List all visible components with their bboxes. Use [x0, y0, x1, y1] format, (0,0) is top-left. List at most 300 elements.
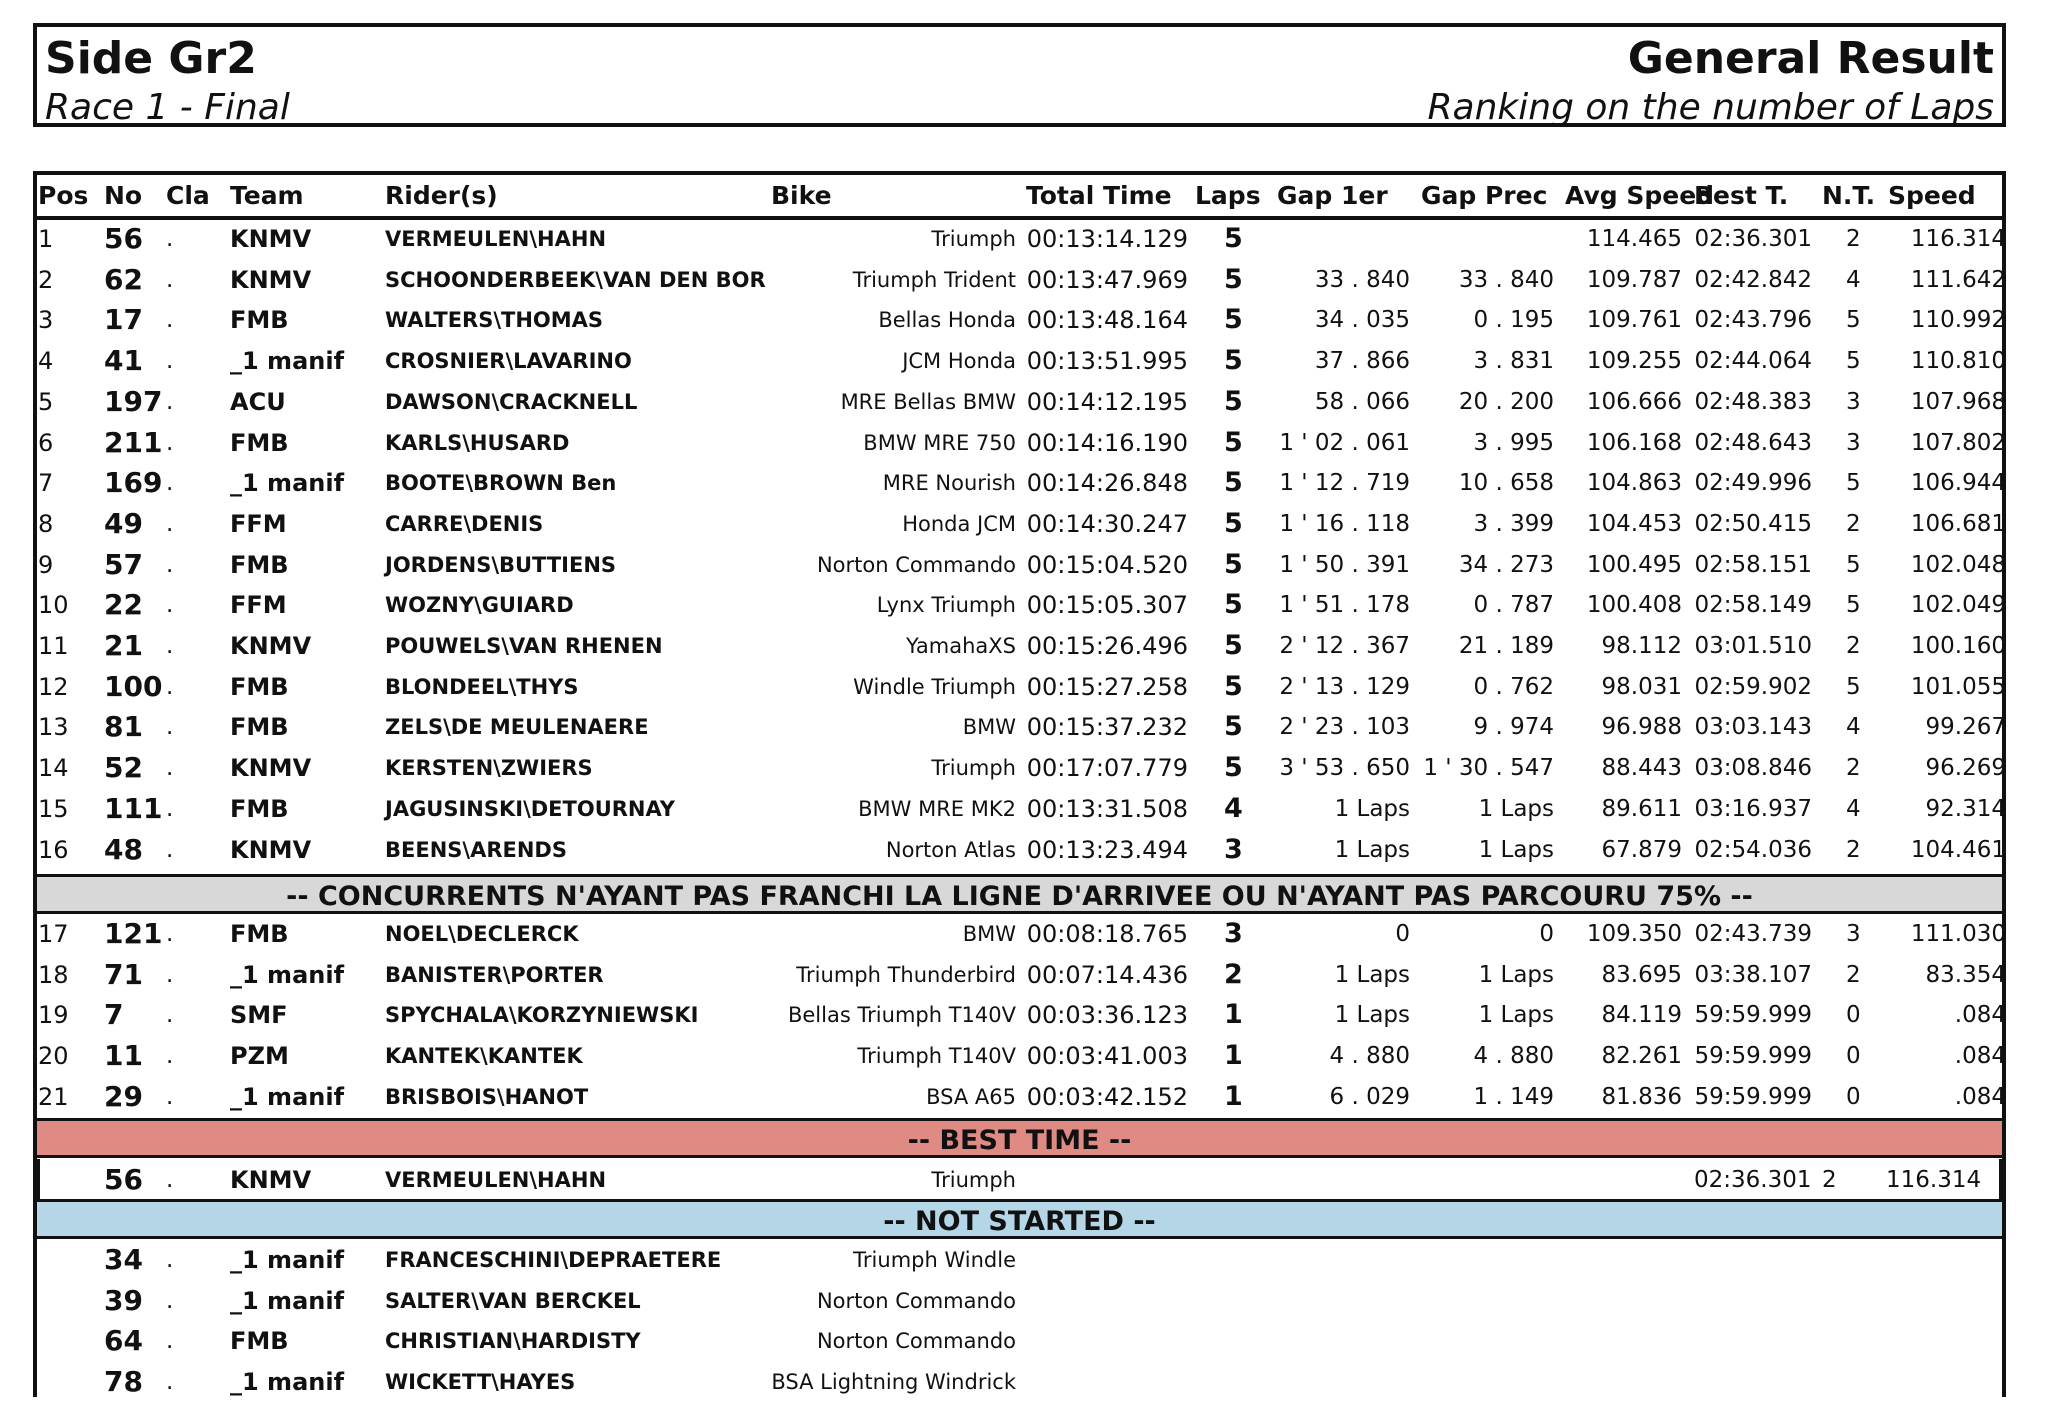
cell-cla: .: [166, 795, 174, 822]
cell-nt: 2: [1846, 755, 1861, 782]
not-started-band: -- NOT STARTED --: [37, 1199, 2002, 1239]
cell-time: 00:07:14.436: [1026, 960, 1188, 989]
result-row: [0, 1362, 2048, 1402]
cell-team: _1 manif: [230, 1246, 345, 1274]
cell-laps: 5: [1224, 752, 1243, 784]
cell-best: 59:59.999: [1694, 1043, 1812, 1070]
cell-cla: .: [166, 510, 174, 537]
cell-bike: Triumph: [931, 227, 1016, 251]
cell-best: 03:01.510: [1694, 633, 1812, 659]
cell-gap1: 1 Laps: [1334, 795, 1410, 822]
cell-nt: 5: [1846, 673, 1861, 700]
cell-rider: KANTEK\KANTEK: [385, 1044, 583, 1069]
cell-rider: FRANCESCHINI\DEPRAETERE: [385, 1248, 722, 1272]
result-row: [0, 300, 2048, 340]
cell-no: 111: [104, 791, 163, 825]
cell-bike: Honda JCM: [902, 511, 1016, 536]
cell-no: 100: [104, 669, 163, 703]
cell-avg: 114.465: [1586, 226, 1682, 252]
result-row: [0, 707, 2048, 747]
cell-pos: 10: [38, 591, 69, 620]
result-row: [0, 260, 2048, 300]
cell-avg: 89.611: [1601, 795, 1682, 822]
cell-best: 02:42.842: [1694, 266, 1812, 293]
result-row: [0, 1036, 2048, 1076]
cell-team: FMB: [230, 672, 289, 701]
cell-gapp: 0 . 787: [1473, 592, 1554, 619]
cell-pos: 13: [38, 713, 69, 742]
cell-team: FMB: [230, 550, 289, 579]
cell-gap1: 1 Laps: [1334, 961, 1410, 988]
cell-team: FMB: [230, 920, 289, 948]
col-bike: Bike: [771, 181, 832, 210]
cell-pos: 20: [38, 1042, 69, 1071]
cell-speed: 96.269: [1925, 755, 2006, 782]
cell-time: 00:17:07.779: [1026, 754, 1188, 783]
cell-gapp: 1 Laps: [1478, 961, 1554, 988]
cell-no: 56: [104, 222, 143, 255]
cell-gapp: 9 . 974: [1473, 714, 1554, 741]
cell-no: 57: [104, 547, 143, 581]
cell-bike: MRE Nourish: [882, 471, 1016, 496]
cell-time: 00:13:48.164: [1026, 306, 1188, 335]
cell-gap1: 2 ' 13 . 129: [1279, 673, 1410, 700]
cell-gap1: 1 ' 50 . 391: [1279, 551, 1410, 578]
cell-gap1: 6 . 029: [1329, 1083, 1410, 1110]
cell-gapp: 0 . 195: [1473, 307, 1554, 334]
cell-team: KNMV: [230, 754, 312, 783]
col-best-time: Best T.: [1694, 181, 1789, 210]
cell-best: 59:59.999: [1694, 1083, 1812, 1110]
cell-no: 71: [104, 957, 143, 991]
cell-time: 00:03:41.003: [1026, 1042, 1188, 1071]
cell-nt: 0: [1846, 1002, 1861, 1029]
cell-nt: 3: [1846, 429, 1861, 456]
cell-speed: .084: [1954, 1043, 2006, 1070]
cell-cla: .: [166, 755, 174, 782]
cell-pos: 7: [38, 469, 54, 498]
col-team: Team: [230, 181, 304, 210]
cell-speed: 104.461: [1910, 836, 2006, 863]
cell-gapp: 20 . 200: [1458, 388, 1554, 415]
cell-nt: 2: [1846, 510, 1861, 537]
cell-pos: 1: [38, 225, 54, 253]
cell-gap1: 2 ' 12 . 367: [1279, 633, 1410, 659]
cell-bike: BMW: [962, 715, 1016, 740]
result-row: [0, 423, 2048, 463]
cell-avg: 96.988: [1601, 714, 1682, 741]
cell-cla: .: [166, 1247, 174, 1273]
cell-rider: CROSNIER\LAVARINO: [385, 349, 632, 374]
cell-cla: .: [166, 1002, 174, 1029]
cell-team: _1 manif: [230, 347, 345, 376]
cell-no: 78: [104, 1365, 143, 1399]
cell-cla: .: [166, 551, 174, 578]
result-row: [0, 545, 2048, 585]
cell-pos: 4: [38, 347, 54, 376]
cell-gapp: 3 . 831: [1473, 348, 1554, 375]
cell-rider: JAGUSINSKI\DETOURNAY: [385, 796, 675, 821]
cell-gap1: 0: [1395, 921, 1410, 947]
cell-gapp: 3 . 399: [1473, 510, 1554, 537]
cell-cla: .: [166, 429, 174, 456]
best-time-row: [0, 1160, 2048, 1200]
col-avg-speed: Avg Speed: [1565, 181, 1715, 210]
cell-rider: BANISTER\PORTER: [385, 962, 604, 987]
cell-speed: 92.314: [1925, 795, 2006, 822]
cell-no: 39: [104, 1283, 143, 1317]
cell-speed: 100.160: [1910, 633, 2006, 659]
cell-pos: 3: [38, 306, 54, 335]
cell-time: 00:13:51.995: [1026, 347, 1188, 376]
cell-cla: .: [166, 470, 174, 497]
col-no: No: [104, 181, 143, 210]
cell-gap1: 34 . 035: [1314, 307, 1410, 334]
cell-speed: 110.810: [1910, 348, 2006, 375]
cell-avg: 100.408: [1586, 592, 1682, 619]
cell-bike: Triumph Trident: [852, 267, 1016, 292]
result-row: [0, 667, 2048, 707]
cell-laps: 1: [1224, 999, 1243, 1031]
cell-team: _1 manif: [230, 1368, 345, 1397]
cell-team: SMF: [230, 1001, 288, 1030]
cell-pos: 16: [38, 835, 69, 864]
cell-avg: 67.879: [1601, 836, 1682, 863]
document-subtitle: Ranking on the number of Laps: [1427, 87, 1994, 128]
cell-avg: 98.112: [1601, 633, 1682, 659]
cell-avg: 81.836: [1601, 1083, 1682, 1110]
cell-speed: 116.314: [1910, 226, 2006, 252]
cell-bike: YamahaXS: [905, 634, 1016, 658]
cell-gapp: 4 . 880: [1473, 1043, 1554, 1070]
col-riders: Rider(s): [385, 181, 498, 210]
cell-nt: 4: [1846, 714, 1861, 741]
cell-time: 00:15:26.496: [1026, 632, 1188, 660]
cell-avg: 98.031: [1601, 673, 1682, 700]
cell-gap1: 1 ' 16 . 118: [1279, 510, 1410, 537]
result-row: [0, 748, 2048, 788]
result-row: [0, 504, 2048, 544]
cell-team: _1 manif: [230, 1286, 345, 1315]
cell-best: 02:48.383: [1694, 388, 1812, 415]
cell-bike: Windle Triumph: [853, 674, 1016, 699]
cell-rider: SPYCHALA\KORZYNIEWSKI: [385, 1003, 699, 1028]
cell-no: 121: [104, 917, 163, 950]
cell-rider: SCHOONDERBEEK\VAN DEN BOR: [385, 267, 766, 292]
cell-bike: Triumph Thunderbird: [796, 962, 1016, 987]
cell-bike: Triumph T140V: [857, 1044, 1016, 1069]
cell-bike: Norton Commando: [816, 1329, 1016, 1354]
result-row: [0, 1321, 2048, 1361]
col-cla: Cla: [166, 181, 210, 210]
cell-gapp: 1 . 149: [1473, 1083, 1554, 1110]
cell-avg: 84.119: [1601, 1002, 1682, 1029]
cell-pos: 21: [38, 1082, 69, 1111]
cell-gap1: 37 . 866: [1314, 348, 1410, 375]
cell-time: 00:14:12.195: [1026, 387, 1188, 416]
cell-team: ACU: [230, 387, 286, 416]
best-bike: Triumph: [931, 1168, 1016, 1192]
cell-time: 00:13:47.969: [1026, 265, 1188, 294]
cell-best: 02:36.301: [1694, 226, 1812, 252]
cell-avg: 88.443: [1601, 755, 1682, 782]
cell-rider: BEENS\ARENDS: [385, 837, 567, 862]
cell-no: 7: [104, 998, 124, 1032]
cell-best: 59:59.999: [1694, 1002, 1812, 1029]
cell-nt: 4: [1846, 795, 1861, 822]
cell-bike: BMW: [962, 922, 1016, 946]
cell-avg: 106.168: [1586, 429, 1682, 456]
cell-cla: .: [166, 961, 174, 988]
cell-pos: 18: [38, 960, 69, 989]
cell-rider: WOZNY\GUIARD: [385, 593, 574, 618]
cell-avg: 83.695: [1601, 961, 1682, 988]
cell-gap1: 1 Laps: [1334, 1002, 1410, 1029]
cell-team: FMB: [230, 428, 289, 457]
cell-rider: DAWSON\CRACKNELL: [385, 389, 638, 414]
cell-laps: 2: [1224, 958, 1243, 990]
cell-avg: 106.666: [1586, 388, 1682, 415]
cell-no: 169: [104, 466, 163, 500]
cell-laps: 5: [1224, 670, 1243, 702]
dnf-section-band: -- CONCURRENTS N'AYANT PAS FRANCHI LA LIGNE D'ARRIVEE OU N'AYANT PAS PARCOURU 75% --: [37, 874, 2002, 914]
cell-best: 02:48.643: [1694, 429, 1812, 456]
cell-rider: SALTER\VAN BERCKEL: [385, 1288, 641, 1313]
col-gap-first: Gap 1er: [1277, 181, 1388, 210]
cell-best: 02:50.415: [1694, 510, 1812, 537]
best-nt: 2: [1822, 1167, 1837, 1193]
best-lap-time: 02:36.301: [1694, 1167, 1812, 1193]
cell-pos: 14: [38, 754, 69, 783]
cell-no: 197: [104, 384, 163, 418]
cell-best: 03:16.937: [1694, 795, 1812, 822]
cell-team: PZM: [230, 1042, 289, 1071]
cell-time: 00:15:05.307: [1026, 591, 1188, 620]
cell-rider: ZELS\DE MEULENAERE: [385, 715, 649, 740]
cell-nt: 2: [1846, 961, 1861, 988]
cell-laps: 4: [1224, 792, 1243, 824]
cell-time: 00:13:14.129: [1026, 225, 1188, 253]
cell-pos: 15: [38, 794, 69, 823]
cell-avg: 109.350: [1586, 921, 1682, 947]
cell-avg: 104.453: [1586, 510, 1682, 537]
cell-avg: 109.787: [1586, 266, 1682, 293]
cell-laps: 5: [1224, 263, 1243, 295]
cell-avg: 109.761: [1586, 307, 1682, 334]
cell-speed: 83.354: [1925, 961, 2006, 988]
cell-gap1: 1 ' 02 . 061: [1279, 429, 1410, 456]
cell-bike: BSA A65: [926, 1084, 1016, 1109]
cell-cla: .: [166, 1328, 174, 1355]
document-title: General Result: [1627, 33, 1994, 84]
cell-gapp: 0: [1539, 921, 1554, 947]
best-team: KNMV: [230, 1166, 312, 1194]
cell-speed: .084: [1954, 1083, 2006, 1110]
cell-gap1: 58 . 066: [1314, 388, 1410, 415]
cell-avg: 109.255: [1586, 348, 1682, 375]
cell-laps: 5: [1224, 589, 1243, 621]
cell-laps: 3: [1224, 833, 1243, 865]
cell-no: 21: [104, 629, 143, 662]
cell-pos: 12: [38, 672, 69, 701]
cell-cla: .: [166, 348, 174, 375]
cell-time: 00:14:26.848: [1026, 469, 1188, 498]
cell-laps: 1: [1224, 1040, 1243, 1072]
cell-rider: KERSTEN\ZWIERS: [385, 756, 593, 781]
cell-speed: .084: [1954, 1002, 2006, 1029]
cell-cla: .: [166, 1287, 174, 1314]
cell-avg: 104.863: [1586, 470, 1682, 497]
cell-nt: 5: [1846, 307, 1861, 334]
cell-time: 00:03:36.123: [1026, 1001, 1188, 1030]
cell-cla: .: [166, 633, 174, 659]
result-row: [0, 995, 2048, 1035]
cell-cla: .: [166, 226, 174, 252]
result-row: [0, 219, 2048, 259]
cell-cla: .: [166, 266, 174, 293]
cell-nt: 3: [1846, 388, 1861, 415]
cell-nt: 5: [1846, 551, 1861, 578]
cell-best: 03:38.107: [1694, 961, 1812, 988]
result-row: [0, 1240, 2048, 1280]
cell-nt: 2: [1846, 226, 1861, 252]
cell-team: _1 manif: [230, 960, 345, 989]
cell-best: 03:03.143: [1694, 714, 1812, 741]
result-row: [0, 585, 2048, 625]
cell-laps: 5: [1224, 345, 1243, 377]
cell-no: 81: [104, 710, 143, 744]
cell-cla: .: [166, 592, 174, 619]
cell-cla: .: [166, 1083, 174, 1110]
cell-team: KNMV: [230, 225, 312, 253]
result-row: [0, 1281, 2048, 1321]
cell-nt: 2: [1846, 836, 1861, 863]
cell-no: 29: [104, 1079, 143, 1113]
cell-avg: 100.495: [1586, 551, 1682, 578]
cell-nt: 3: [1846, 921, 1861, 947]
best-speed: 116.314: [1886, 1167, 1982, 1193]
cell-laps: 5: [1224, 507, 1243, 539]
cell-laps: 5: [1224, 630, 1243, 661]
cell-pos: 17: [38, 920, 69, 948]
cell-speed: 102.049: [1910, 592, 2006, 619]
cell-no: 49: [104, 506, 143, 540]
cell-pos: 9: [38, 550, 54, 579]
cell-gap1: 1 Laps: [1334, 836, 1410, 863]
result-row: [0, 626, 2048, 666]
cell-speed: 106.681: [1910, 510, 2006, 537]
result-row: [0, 914, 2048, 954]
cell-rider: KARLS\HUSARD: [385, 430, 570, 455]
cell-nt: 0: [1846, 1043, 1861, 1070]
cell-speed: 101.055: [1910, 673, 2006, 700]
cell-nt: 5: [1846, 470, 1861, 497]
cell-bike: JCM Honda: [902, 349, 1016, 374]
cell-speed: 107.968: [1910, 388, 2006, 415]
cell-cla: .: [166, 388, 174, 415]
cell-nt: 5: [1846, 592, 1861, 619]
cell-time: 00:15:27.258: [1026, 672, 1188, 701]
cell-best: 02:43.739: [1694, 921, 1812, 947]
category-title: Side Gr2: [45, 33, 257, 84]
result-row: [0, 830, 2048, 870]
cell-gap1: 3 ' 53 . 650: [1279, 755, 1410, 782]
cell-rider: JORDENS\BUTTIENS: [385, 552, 617, 577]
cell-laps: 1: [1224, 1080, 1243, 1112]
col-total-time: Total Time: [1026, 181, 1172, 210]
cell-team: FFM: [230, 591, 287, 620]
cell-rider: CARRE\DENIS: [385, 511, 544, 536]
cell-best: 02:59.902: [1694, 673, 1812, 700]
cell-pos: 5: [38, 387, 54, 416]
cell-cla: .: [166, 673, 174, 700]
result-row: [0, 955, 2048, 995]
cell-best: 02:44.064: [1694, 348, 1812, 375]
cell-bike: Triumph: [931, 756, 1016, 781]
cell-rider: CHRISTIAN\HARDISTY: [385, 1329, 641, 1354]
result-row: [0, 1077, 2048, 1117]
cell-cla: .: [166, 1369, 174, 1396]
cell-nt: 2: [1846, 633, 1861, 659]
cell-team: FMB: [230, 1327, 289, 1356]
cell-speed: 102.048: [1910, 551, 2006, 578]
cell-gapp: 1 Laps: [1478, 795, 1554, 822]
cell-best: 02:58.151: [1694, 551, 1812, 578]
cell-rider: WALTERS\THOMAS: [385, 308, 604, 333]
cell-laps: 5: [1224, 304, 1243, 336]
cell-time: 00:15:04.520: [1026, 550, 1188, 579]
cell-bike: BSA Lightning Windrick: [771, 1370, 1016, 1395]
cell-cla: .: [166, 921, 174, 947]
cell-best: 02:49.996: [1694, 470, 1812, 497]
cell-no: 11: [104, 1039, 143, 1073]
best-cla: .: [166, 1167, 174, 1193]
cell-gapp: 3 . 995: [1473, 429, 1554, 456]
cell-pos: 8: [38, 509, 54, 538]
cell-team: _1 manif: [230, 1082, 345, 1111]
cell-bike: Norton Atlas: [885, 837, 1016, 862]
cell-rider: VERMEULEN\HAHN: [385, 227, 607, 251]
cell-speed: 106.944: [1910, 470, 2006, 497]
race-subtitle: Race 1 - Final: [45, 87, 290, 128]
cell-no: 211: [104, 425, 163, 459]
cell-team: FMB: [230, 794, 289, 823]
cell-gapp: 0 . 762: [1473, 673, 1554, 700]
cell-time: 00:08:18.765: [1026, 920, 1188, 948]
cell-cla: .: [166, 714, 174, 741]
cell-time: 00:14:30.247: [1026, 509, 1188, 538]
cell-pos: 2: [38, 265, 54, 294]
cell-bike: Norton Commando: [816, 1288, 1016, 1313]
cell-time: 00:13:31.508: [1026, 794, 1188, 823]
cell-pos: 11: [38, 632, 69, 660]
cell-gap1: 1 ' 12 . 719: [1279, 470, 1410, 497]
cell-bike: Lynx Triumph: [876, 593, 1016, 618]
best-time-band: -- BEST TIME --: [37, 1118, 2002, 1158]
cell-rider: POUWELS\VAN RHENEN: [385, 634, 663, 658]
cell-speed: 107.802: [1910, 429, 2006, 456]
best-no: 56: [104, 1163, 143, 1196]
cell-pos: 19: [38, 1001, 69, 1030]
cell-laps: 5: [1224, 223, 1243, 254]
cell-cla: .: [166, 307, 174, 334]
cell-gapp: 1 Laps: [1478, 836, 1554, 863]
cell-bike: Bellas Honda: [878, 308, 1016, 333]
col-pos: Pos: [38, 181, 89, 210]
cell-no: 48: [104, 832, 143, 866]
cell-rider: BLONDEEL\THYS: [385, 674, 579, 699]
cell-bike: Triumph Windle: [853, 1248, 1016, 1272]
